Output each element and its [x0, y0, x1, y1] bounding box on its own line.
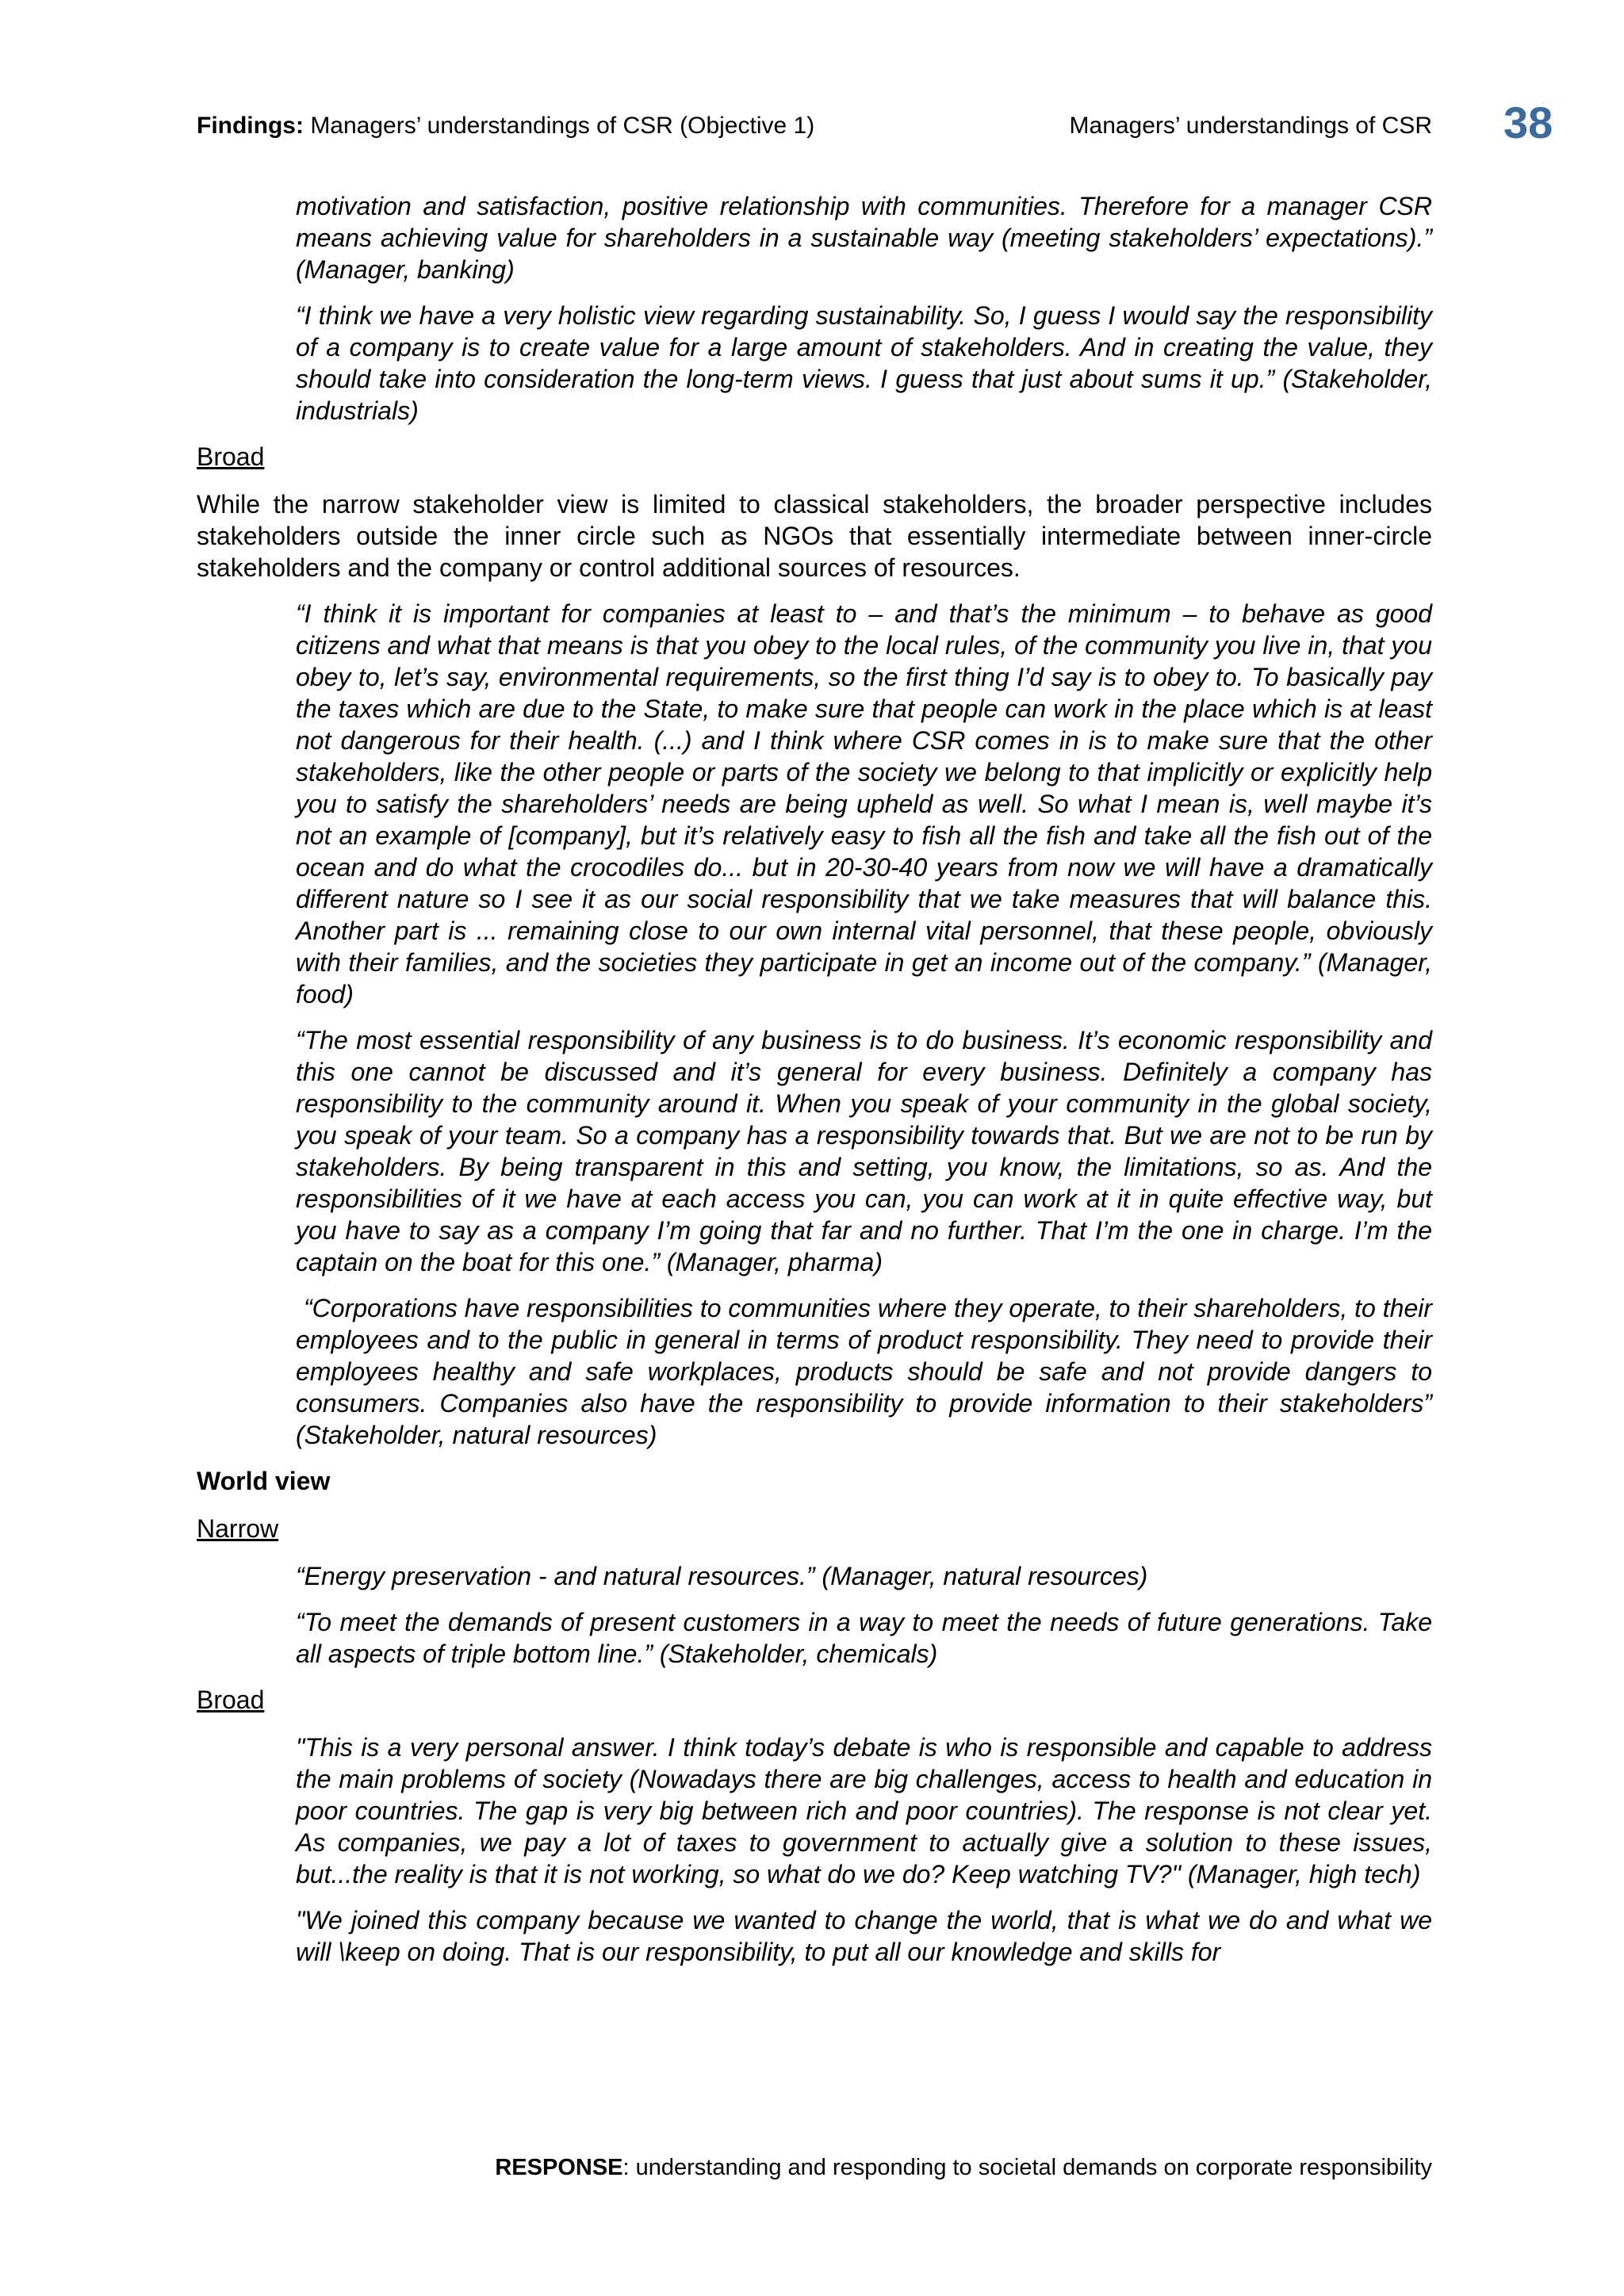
quote-chemicals: “To meet the demands of present customers in a way to meet the needs of future generations. Take all aspects of triple bottom line.” (Stakeholder, chemicals) [296, 1608, 1432, 1668]
broad-stakeholder-paragraph: While the narrow stakeholder view is limited to classical stakeholders, the broader perspective includes stakeholders outside the inner circle such as NGOs that essentially intermediate between inner-circle stakeholders and the company or control additional sources of resources. [197, 490, 1432, 582]
subheading-broad-stakeholder: Broad [197, 442, 265, 471]
quote-natural-resources-stakeholder: “Corporations have responsibilities to communities where they operate, to their shareholders, to their employees and to the public in general in terms of product responsibility. They need to provide their employees healthy and safe workplaces, products should be safe and not provide dangers to consumers. Companies also have the responsibility to provide information to their stakeholders” (Stakeholder, natural resources) [296, 1294, 1432, 1449]
header-findings-label: Findings: [197, 113, 304, 139]
quote-banking: motivation and satisfaction, positive relationship with communities. Therefore for a manager CSR means achieving value for shareholders in a sustainable way (meeting stakeholders’ expectations).” (Manager, banking) [296, 192, 1432, 284]
subheading-narrow: Narrow [197, 1514, 279, 1543]
section-heading-world-view: World view [197, 1467, 331, 1495]
page-footer [495, 2155, 1432, 2181]
quote-high-tech: "This is a very personal answer. I think today’s debate is who is responsible and capable to address the main problems of society (Nowadays there are big challenges, access to health and education in poor countries. The gap is very big between rich and poor countries). The response is not clear yet. As companies, we pay a lot of taxes to government to actually give a solution to these issues, but...the reality is that it is not working, so what do we do? Keep watching TV?" (Manager, high tech) [296, 1733, 1432, 1888]
quote-pharma: “The most essential responsibility of any business is to do business. It’s economic responsibility and this one cannot be discussed and it’s general for every business. Definitely a company has responsibility to the community around it. When you speak of your community in the global society, you speak of your team. So a company has a responsibility towards that. But we are not to be run by stakeholders. By being transparent in this and setting, you know, the limitations, so as. And the responsibilities of it we have at each access you can, you can work at it in quite effective way, but you have to say as a company I’m going that far and no further. That I’m the one in charge. I’m the captain on the boat for this one.” (Manager, pharma) [296, 1026, 1432, 1276]
header-running-title: Managers’ understandings of CSR [1069, 113, 1432, 139]
page-header [197, 108, 1432, 155]
page-number: 38 [1503, 98, 1553, 147]
quote-energy-preservation: “Energy preservation - and natural resources.” (Manager, natural resources) [296, 1562, 1148, 1590]
quote-food: “I think it is important for companies at least to – and that’s the minimum – to behave as good citizens and what that means is that you obey to the local rules, of the community you live in, that you obey to, let’s say, environmental requirements, so the first thing I’d say is to obey to. To basically pay the taxes which are due to the State, to make sure that people can work in the place which is at least not dangerous for their health. (...) and I think where CSR comes in is to make sure that the other stakeholders, like the other people or parts of the society we belong to that implicitly or explicitly help you to satisfy the shareholders’ needs are being upheld as well. So what I mean is, well maybe it’s not an example of [company], but it’s relatively easy to fish all the fish and take all the fish out of the ocean and do what the crocodiles do... but in 20-30-40 years from now we will have a dramatically different nature so I see it as our social responsibility that we take measures that will balance this. Another part is ... remaining close to our own internal vital personnel, that these people, obviously with their families, and the societies they participate in get an income out of the company.” (Manager, food) [296, 599, 1432, 1008]
header-section-title [197, 113, 814, 140]
footer-response-label: RESPONSE [495, 2155, 623, 2180]
page-body [197, 190, 1432, 1982]
footer-response-text: : understanding and responding to societal demands on corporate responsibility [622, 2155, 1432, 2180]
subheading-broad-world: Broad [197, 1686, 265, 1714]
quote-industrials: “I think we have a very holistic view regarding sustainability. So, I guess I would say the responsibility of a company is to create value for a large amount of stakeholders. And in creating the value, they should take into consideration the long-term views. I guess that just about sums it up.” (Stakeholder, industrials) [296, 301, 1432, 425]
header-findings-text: Managers’ understandings of CSR (Objective 1) [303, 113, 815, 139]
quote-change-the-world: "We joined this company because we wanted to change the world, that is what we do and what we will \keep on doing. That is our responsibility, to put all our knowledge and skills for [296, 1906, 1432, 1966]
